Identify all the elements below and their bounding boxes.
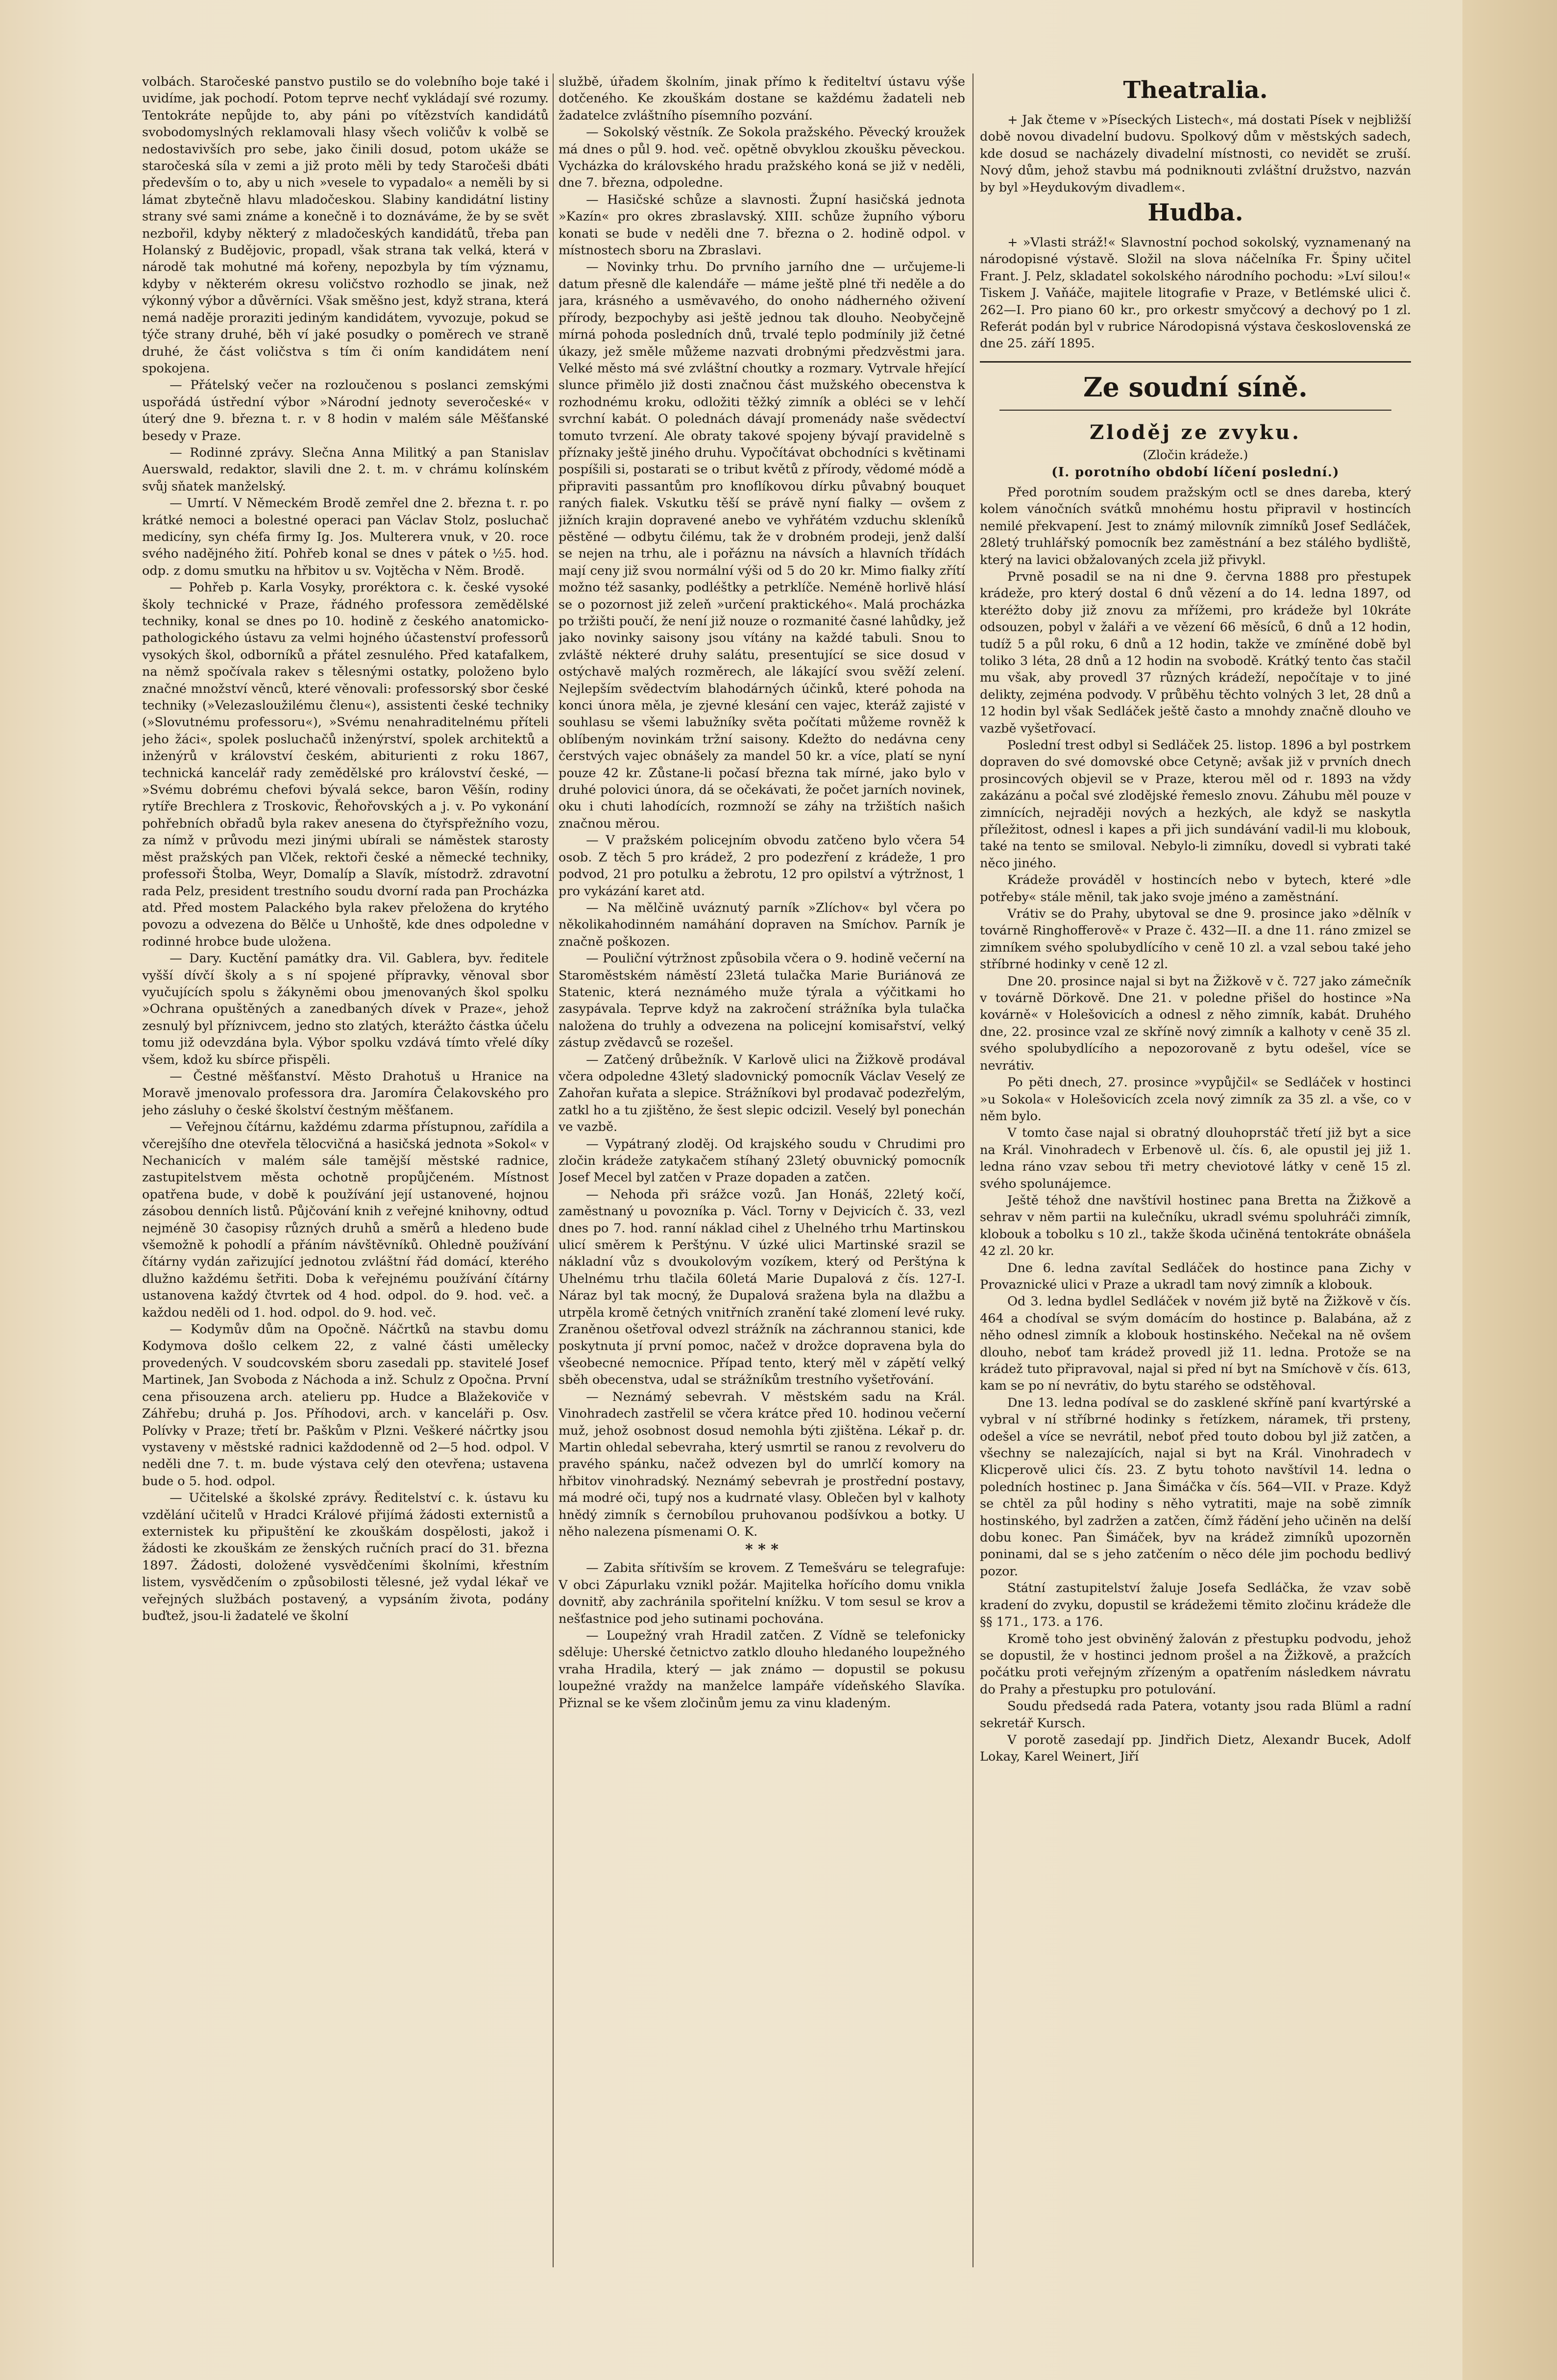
article-death-notice: — Umrtí. V Německém Brodě zemřel dne 2. března t. r. po krátké nemoci a bolestné operaci pan Václav Stolz, posluchač medicíny, syn chéfa firmy Ig. Jos. Multerera vnuk, v 20. roce svého nadějného žití. Pohřeb konal se dnes v pátek o ½5. hod. odp. z domu smutku na hřbitov u sv. Vojtěcha v Něm. Brodě.: [142, 496, 549, 578]
section-divider: [980, 361, 1411, 363]
court-paragraph: Kromě toho jest obviněný žalován z přestupku podvodu, jehož se dopustil, že v hostinci jednom prošel a na Žižkově, a pražcích počátku proti veřejným zřízeným a opatřením následkem návratu do Prahy a přestupku pro potulování.: [980, 1631, 1411, 1697]
article-funeral: — Pohřeb p. Karla Vosyky, proréktora c. k. české vysoké školy technické v Praze, řádného professora zemědělské techniky, konal se dnes po 10. hodině z českého anatomicko-pathologického ústavu za velmi hojného účastenství professorů vysokých škol, odborníků a přátel zesnulého. Před katafalkem, na němž spočívala rakev s tělesnými ostatky, položeno bylo značné množství věnců, které věnovali: professorský sbor české techniky (»Velezasloužilému členu«), assistenti české techniky (»Slovutnému professoru«), »Svému nenahraditelnému příteli jeho žáci«, spolek posluchačů inženýrství, spolek architektů a inženýrů v království českém, abiturienti z roku 1867, technická kancelář rady zemědělské pro království české, — »Svému dobrému chefovi bývalá sekce, baron Věšín, rodiny rytíře Brechlera z Troskovic, Řehořovských a j. v. Po vykonání pohřebních obřadů byla rakev anesena do čtyřspřežního vozu, za nímž v průvodu mezi jinými ubírali se náměstek starosty měst pražských pan Vlček, rektoři české a německé techniky, professoři Štolba, Weyr, Domalíp a Slavík, místodrž. zdravotní rada Pelz, president trestního soudu dvorní rada pan Procházka atd. Před mostem Palackého byla rakev přeložena do krytého povozu a odvezena do Bělče u Unhoště, kde dnes odpoledne v rodinné hrobce bude uložena.: [142, 580, 549, 949]
page-margin: [1462, 0, 1557, 2380]
article-poultry-thief: — Zatčený drůbežník. V Karlově ulici na Žižkově prodával včera odpoledne 43letý sladovnický pomocník Václav Veselý ze Zahořan kuřata a slepice. Strážníkovi byl prodavač podezřelým, zatkl ho a tu zjištěno, že šest slepic odcizil. Veselý byl ponechán ve vazbě.: [559, 1052, 965, 1135]
column-left: [142, 74, 549, 2267]
court-paragraph: Krádeže prováděl v hostincích nebo v bytech, které »dle potřeby« stále měnil, tak jako svoje jméno a zaměstnání.: [980, 873, 1411, 905]
article-police-district: — V pražském policejním obvodu zatčeno bylo včera 54 osob. Z těch 5 pro krádež, 2 pro podezření z krádeže, 1 pro podvod, 21 pro potulku a žebrotu, 12 pro opilství a výtržnost, 1 pro vykázání karet atd.: [559, 833, 965, 899]
article-market-news: — Novinky trhu. Do prvního jarního dne — určujeme-li datum přesně dle kalendáře — máme ještě plné tři neděle a do jara, krásného a usměvavého, do onoho nádherného oživení přírody, bezpochyby asi ještě jednou tak dlouho. Neobyčejně mírná pohoda posledních dnů, trvalé teplo podmínily již četné úkazy, jež směle můžeme nazvati drobnými předzvěstmi jara. Velké město má své zvláštní choutky a rozmary. Vytrvale hřející slunce přimělo již dosti značnou část mužského obecenstva k rozhodnému kroku, odložiti těžký zimník a obléci se v lehčí svrchní kabát. O polednách dávají promenády naše svědectví tomuto tvrzení. Ale obraty takové spojeny bývají pravidelně s příznaky ještě jiného druhu. Vypočítávat obchodníci s květinami pospíšili si, postarati se o tribut květů z přírody, vědomé módě a připraviti passantům pro knoflíkovou dírku půvabný bouquet raných fialek. Vskutku těší se právě nyní fialky — ovšem z jižních krajin dopravené anebo ve vyhřátém vzduchu skleníků pěstěné — odbytu čilému, tak že v drobném prodeji, jenž další se nejen na trhu, ale i pořáznu na návsích a hlavních třídách mají ceny již svou normální výši od 5 do 20 kr. Mimo fialky zřítí možno též sasanky, podléštky a petrklíče. Neméně horlivě hlásí se o pozornost již zeleň »určení praktického«. Malá procházka po tržišti poučí, že není již nouze o rozmanité časné lahůdky, jež jako novinky saisony jsou vítány na každé tabuli. Snou to zvláště nékteré druhy salátu, presentující se sice dosud v ostýchavě malých rozměrech, ale lákající svou svěží zelení. Nejlepším svědectvím blahodárných účinků, které pohoda na konci února měla, je zjevné klesání cen vajec, kteráž zajisté v souhlasu se všemi labužníky světa počítati můžeme rovněž k oblíbeným novinkám tržní saisony. Kdežto do nedávna ceny čerstvých vajec obnášely za mandel 50 kr. a více, platí se nyní pouze 42 kr. Zůstane-li počasí března tak mírné, jako bylo v druhé polovici února, dá se očekávati, že počet jarních novinek, oku i chuti lahodících, rozmnoží se záhy na tržištích našich značnou měrou.: [559, 260, 965, 831]
court-paragraph: Poslední trest odbyl si Sedláček 25. listop. 1896 a byl postrkem dopraven do své domovské obce Cetyně; avšak již v prvních dnech prosincových objevil se v Praze, kterou měl od r. 1893 na vždy zakázánu a počal své zlodějské řemeslo znovu. Záhubu měl pouze v zimnících, nejraději nových a hezkých, ale když se naskytla příležitost, odnesl i kapes a při jich sundávání vadil-li mu klobouk, také na tento se smiloval. Nebylo-li zimníku, dovedl si vybrati také něco jiného.: [980, 737, 1411, 871]
court-paragraph: Před porotním soudem pražským octl se dnes dareba, který kolem vánočních svátků mnohému hostu připravil v hostincích nemilé překvapení. Jest to známý milovník zimníků Josef Sedláček, 28letý truhlářský pomocník bez zaměstnání a bez stálého bydliště, který na lavici obžalovaných zcela již přivykl.: [980, 485, 1411, 567]
court-paragraph: V tomto čase najal si obratný dlouhoprstáč třetí již byt a sice na Král. Vinohradech v Erbenově ul. čís. 6, ale opustil jej již 1. ledna ráno vzav sebou tři metry cheviotové látky v ceně 15 zl. svého spolunájemce.: [980, 1126, 1411, 1191]
court-paragraph: V porotě zasedají pp. Jindřich Dietz, Alexandr Bucek, Adolf Lokay, Karel Weinert, Jiří: [980, 1732, 1411, 1765]
article-firefighters: — Hasičské schůze a slavnosti. Župní hasičská jednota »Kazín« pro okres zbraslavský. XIII. schůze župního výboru konati se bude v neděli dne 7. března o 2. hodině odpol. v místnostech sboru na Zbraslavi.: [559, 192, 965, 258]
section-title-music: Hudba.: [1147, 199, 1243, 227]
article-kodym-house: — Kodymův dům na Opočně. Náčrtků na stavbu domu Kodymova došlo celkem 22, z valné části umělecky provedených. V soudcovském sboru zasedali pp. stavitelé Josef Martinek, Jan Svoboda z Náchoda a inž. Schulz z Opočna. První cena přisouzena arch. atelieru pp. Hudce a Blažekoviče v Záhřebu; druhá p. Jos. Příhodovi, arch. v kanceláři p. Osv. Polívky v Praze; třetí br. Paškům v Plzni. Veškeré náčrtky jsou vystaveny v městské radnici každodenně od 2—5 hod. odpol. V neděli dne 7. t. m. bude výstava celý den otevřena; ustavena bude o 5. hod. odpol.: [142, 1322, 549, 1489]
court-paragraph: Dne 13. ledna podíval se do zasklené skříně paní kvartýrské a vybral v ní stříbrné hodinky s řetízkem, náramek, tři prsteny, odešel a více se nevrátil, neboť před touto dobou byl již zatčen, a všechny se nalezajících, najal si byt na Král. Vinohradech v Klicperově ulici čís. 23. Z bytu tohoto navštívil 14. ledna o poledních hostinec p. Jana Šimáčka v čís. 564—VII. v Praze. Když se chtěl za půl hodiny s něho vytratiti, maje na sobě zimník hostinského, byl zadržen a zatčen, čímž řádění jeho učiněn na delší dobu konec. Pan Šimáček, byv na krádež zimníků upozorněn poninami, dal se s jeho zatčením o něco déle jim pochodu bedlivý pozor.: [980, 1395, 1411, 1579]
court-paragraph: Soudu předsedá rada Patera, votanty jsou rada Blüml a radní sekretář Kursch.: [980, 1699, 1411, 1731]
section-title-theatre: Theatralia.: [1123, 76, 1268, 104]
article-street-disorder: — Pouliční výtržnost způsobila včera o 9. hodině večerní na Staroměstském náměstí 23letá tulačka Marie Buriánová ze Statenic, která neznámého muže týrala a výčitkami ho zasypávala. Teprve když na zakročení strážníka byla tulačka naložena do truhly a odvezena na policejní komisařství, velký zástup zvědavců se rozešel.: [559, 951, 965, 1051]
court-paragraph: Od 3. ledna bydlel Sedláček v novém již bytě na Žižkově v čís. 464 a chodíval se svým domácím do hostince p. Balabána, až z něho odnesl zimník a klobouk hostinského. Nečekal na ně ovšem dlouho, neboť tam krádež provedl již 11. ledna. Protože se na krádež tuto připravoval, najal si před ní byt na Smíchově v čís. 613, kam se po ní nevrátiv, do bytu starého se odstěhoval.: [980, 1294, 1411, 1394]
case-title: Zloděj ze zvyku.: [1090, 420, 1301, 444]
article-roof-collapse: — Zabita sřítivším se krovem. Z Temešváru se telegrafuje: V obci Zápurlaku vznikl požár. Majitelka hořícího domu vnikla dovnitř, aby zachránila spořitelní knížku. V tom sesul se krov a nešťastnice pod jeho sutinami pochována.: [559, 1561, 965, 1626]
court-paragraph: Po pěti dnech, 27. prosince »vypůjčil« se Sedláček v hostinci »u Sokola« v Holešovicích zcela nový zimník za 35 zl. a vše, co v něm bylo.: [980, 1075, 1411, 1124]
article-cart-collision: — Nehoda při srážce vozů. Jan Honáš, 22letý kočí, zaměstnaný u povozníka p. Václ. Torny v Dejvicích č. 33, vezl dnes po 7. hod. ranní náklad cihel z Uhelného trhu Martinskou ulicí směrem k Perštýnu. V úzké ulici Martinské srazil se nákladní vůz s dvoukolovým vozíkem, který od Perštýna k Uhelnému trhu tlačila 60letá Marie Dupalová z čís. 127-I. Náraz byl tak mocný, že Dupalová sražena byla na dlažbu a utrpěla kromě četných vnitřních zranění také zlomení levé ruky. Zraněnou ošetřoval odvezl strážník na záchrannou stanici, kde poskytnuta jí první pomoc, načež v drožce dopravena byla do všeobecné nemocnice. Případ tento, který měl v zápětí velký sběh obecenstva, udal se strážníkům trestního vyšetřování.: [559, 1187, 965, 1388]
section-stars: * * *: [745, 1541, 778, 1559]
court-paragraph: Dne 20. prosince najal si byt na Žižkově v č. 727 jako zámečník v továrně Dörkově. Dne 21. v poledne přišel do hostince »Na kovárně« v Holešovicích a odnesl z něho zimník, kabát. Druhého dne, 22. prosince vzal ze skříně nový zimník a kalhoty v ceně 35 zl. svého spolubydlícího a nepozorovaně z bytu odešel, více se nevrátiv.: [980, 974, 1411, 1073]
court-paragraph: Státní zastupitelství žaluje Josefa Sedláčka, že vzav sobě kradení do zvyku, dopustil se krádežemi těmito zločinu krádeže dle §§ 171., 173. a 176.: [980, 1581, 1411, 1630]
article-sokol: — Sokolský věstník. Ze Sokola pražského. Pěvecký kroužek má dnes o půl 9. hod. več. opětně obvyklou zkoušku pěveckou. Vycházka do královského hradu pražského koná se již v neděli, dne 7. března, odpoledne.: [559, 125, 965, 191]
article-farewell-evening: — Přátelský večer na rozloučenou s poslanci zemskými uspořádá ústřední výbor »Národní jednoty severočeské« v úterý dne 9. března t. r. v 8 hodin v malém sále Měšťanské besedy v Praze.: [142, 378, 549, 443]
article-reading-room: — Veřejnou čítárnu, každému zdarma přístupnou, zařídila a včerejšího dne otevřela tělocvičná a hasičská jednota »Sokol« v Nechanicích v malém sále tamější městské radnice, zastupitelstvem města ochotně propůjčeném. Místnost opatřena bude, v době k používání její ustanovené, hojnou zásobou denních listů. Půjčování knih z veřejné knihovny, odtud nejméně 30 časopisy různých druhů a směrů a hledeno bude všemožně k pohodlí a přáním návštěvníků. Ohledně používání čítárny vydán zařizující jednotou zvláštní řád domácí, kterého dlužno každému šetřiti. Doba k veřejnému používání čítárny ustanovena každý čtvrtek od 4 hod. odpol. do 9. hod. več. a každou neděli od 1. hod. odpol. do 9. hod. več.: [142, 1120, 549, 1320]
column-right: [980, 74, 1411, 2267]
article-music: + »Vlasti stráž!« Slavnostní pochod sokolský, vyznamenaný na národopisné výstavě. Složil na slova náčelníka Fr. Špiny učitel Frant. J. Pelz, skladatel sokolského národního pochodu: »Lví silou!« Tiskem J. Vaňáče, majitele litografie v Praze, v Betlémské ulici č. 262—I. Pro piano 60 kr., pro orkestr smyčcový a dechový po 1 zl. Referát podán byl v rubrice Národopisná výstava československá ze dne 25. září 1895.: [980, 235, 1411, 351]
article-elections: volbách. Staročeské panstvo pustilo se do volebního boje také i uvidíme, jak pochodí. Potom teprve nechť vykládají své rozumy. Tentokráte nepůjde to, aby páni po vítězstvích kandidátů svobodomyslných reklamovali hlasy všech voličův k volbě se nedostavivších pro sebe, jako činili dosud, potom ukáže se staročeská síla v zemi a již proto měli by tedy Staročeši dbáti především o to, aby u nich »vesele to vypadalo« a neměli by si lámat zbytečně hlavu mladočeskou. Slabiny kandidátní listiny strany své sami známe a konečně i to doznáváme, že by se svět nezbořil, kdyby některý z mladočeských kandidátů, třeba pan Holanský z Budějovic, propadl, však strana tak velká, která v národě tak mohutné má kořeny, nepozbyla by tím významu, kdyby v některém okresu voličstvo rozhodlo se jinak, než výkonný výbor a důvěrníci. Však směšno jest, když strana, která nemá naděje proraziti jediným kandidátem, vyvozuje, pokud se týče strany druhé, běh ví jaké posudky o poměrech ve straně druhé, že část voličstva s tím či oním kandidátem není spokojena.: [142, 74, 549, 376]
article-murderer-arrested: — Loupežný vrah Hradil zatčen. Z Vídně se telefonicky sděluje: Uherské četnictvo zatklo dlouho hledaného loupežného vraha Hradila, který — jak známo — dopustil se pokusu loupežné vraždy na manželce lampáře vídeňského Slavíka. Přiznal se ke všem zločinům jemu za vinu kladeným.: [559, 1628, 965, 1711]
article-donations: — Dary. Kuctění památky dra. Vil. Gablera, byv. ředitele vyšší dívčí školy a s ní spojené přípravky, věnoval sbor vyučujících spolu s žákyněmi obou jmenovaných škol spolku »Ochrana opuštěných a zanedbaných dívek v Praze«, jehož zesnulý byl příznivcem, jedno sto zlatých, kterážto částka účelu tomu již odevzdána byla. Výbor spolku vzdává tímto vřelé díky všem, kdož ku sbírce přispěli.: [142, 951, 549, 1067]
court-paragraph: Dne 6. ledna zavítal Sedláček do hostince pana Zichy v Provaznické ulici v Praze a ukradl tam nový zimník a klobouk.: [980, 1260, 1411, 1292]
article-honorary-citizenship: — Čestné měšťanství. Město Drahotuš u Hranice na Moravě jmenovalo professora dra. Jaromíra Čelakovského pro jeho zásluhy o české školství čestným měšťanem.: [142, 1069, 549, 1118]
column-middle: [559, 74, 965, 2267]
case-session: (I. porotního období líčení poslední.): [1051, 465, 1339, 480]
article-family-news: — Rodinné zprávy. Slečna Anna Militký a pan Stanislav Auerswald, redaktor, slavili dne 2. t. m. v chrámu kolínském svůj sňatek manželský.: [142, 445, 549, 494]
section-title-court: Ze soudní síně.: [1083, 371, 1308, 403]
article-unknown-suicide: — Neznámý sebevrah. V městském sadu na Král. Vinohradech zastřelil se včera krátce před 10. hodinou večerní muž, jehož osobnost dosud nemohla býti zjištěna. Lékař p. dr. Martin ohledal sebevraha, který usmrtil se ranou z revolveru do pravého spánku, načež odvezen byl do umrlčí komory na hřbitov vinohradský. Neznámý sebevrah je prostřední postavy, má modré oči, tupý nos a kudrnaté vlasy. Oblečen byl v kalhoty hnědý zimník s černobílou pruhovanou podšívkou a botky. U něho nalezena písmenami O. K.: [559, 1389, 965, 1539]
article-theatre: + Jak čteme v »Píseckých Listech«, má dostati Písek v nejbližší době novou divadelní budovu. Spolkový dům v městských sadech, kde dosud se nacházely divadelní místnosti, co nevidět se zruší. Nový dům, jehož stavbu má podniknouti zvláštní družstvo, nazván by byl »Heydukovým divadlem«.: [980, 113, 1411, 195]
court-paragraph: Ještě téhož dne navštívil hostinec pana Bretta na Žižkově a sehrav v něm partii na kulečníku, ukradl svému spoluhráči zimník, klobouk a tobolku s 10 zl., takže škoda učiněná tentokráte obnášela 42 zl. 20 kr.: [980, 1193, 1411, 1259]
article-steamer: — Na mělčině uváznutý parník »Zlíchov« byl včera po několikahodinném namáhání dopraven na Smíchov. Parník je značně poškozen.: [559, 900, 965, 949]
column-divider: [553, 74, 554, 2267]
article-school-news-cont: službě, úřadem školním, jinak přímo k řediteltví ústavu výše dotčeného. Ke zkouškám dostane se každému žadateli neb žadatelce zvláštního písemního pozvání.: [559, 74, 965, 123]
article-school-news: — Učitelské a školské zprávy. Ředitelství c. k. ústavu ku vzdělání učitelů v Hradci Králové přijímá žádosti externistů a externistek ku připuštění ke zkouškám dospělosti, jakož i žádosti ke zkouškám ze ženských ručních prací do 31. března 1897. Žádosti, doložené vysvědčeními školními, křestním listem, vysvědčením o způsobilosti tělesné, jež vydal lékař ve veřejných službách postavený, a vypsáním života, podány buďtež, jsou-li žadatelé ve školní: [142, 1491, 549, 1623]
article-thief-caught: — Vypátraný zloděj. Od krajského soudu v Chrudimi pro zločin krádeže zatykačem stíhaný 23letý obuvnický pomocník Josef Mecel byl zatčen v Praze dopaden a zatčen.: [559, 1136, 965, 1185]
court-paragraph: Vrátiv se do Prahy, ubytoval se dne 9. prosince jako »dělník v továrně Ringhofferově« v Praze č. 432—II. a dne 11. ráno zmizel se zimníkem svého spolubydlícího v ceně 10 zl. a vzal sebou také jeho stříbrné hodinky v ceně 12 zl.: [980, 907, 1411, 972]
case-subtitle: (Zločin krádeže.): [1143, 447, 1248, 462]
title-divider: [999, 410, 1391, 411]
court-paragraph: Prvně posadil se na ni dne 9. června 1888 pro přestupek krádeže, pro který dostal 6 dnů vězení a do 14. ledna 1897, od kteréžto doby již znovu za mřížemi, pro krádeže byl 10kráte odsouzen, pobyl v žaláři a ve vězení 66 měsíců, 6 dnů a 12 hodin, tudíž 5 a půl roku, 6 dnů a 12 hodin, takže ve zmíněné době byl toliko 3 léta, 28 dnů a 12 hodin na svobodě. Krátký tento čas stačil mu však, aby provedl 37 různých krádeží, nepočítaje v to jiné delikty, zejména podvody. V průběhu těchto volných 3 let, 28 dnů a 12 hodin byl však Sedláček ještě často a mnohdy značně dlouho ve vazbě vyšetřovací.: [980, 569, 1411, 736]
